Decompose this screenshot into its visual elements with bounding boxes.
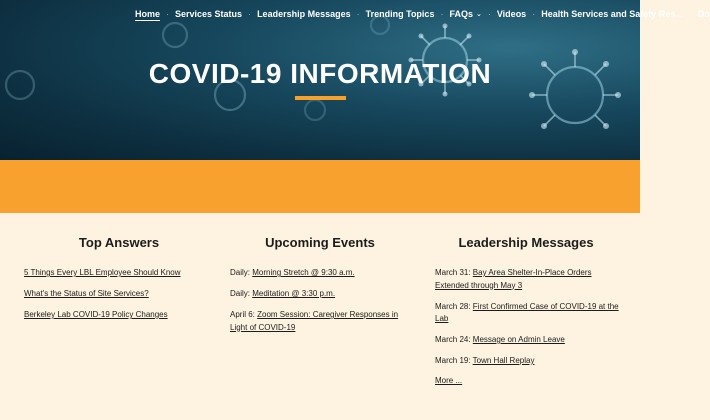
page-title: COVID-19 INFORMATION [148,58,492,89]
nav-item-faqs[interactable] [449,9,481,19]
nav-separator: · [440,9,444,19]
nav-separator: · [166,9,170,19]
nav-separator: · [248,9,252,19]
message-link[interactable]: Message on Admin Leave [472,335,565,344]
chevron-down-icon: ⌄ [475,11,482,18]
content-section [0,213,640,420]
nav-item-leadership-messages[interactable] [257,9,351,19]
title-accent-bar [295,96,346,100]
top-answer-link[interactable]: Berkeley Lab COVID-19 Policy Changes [24,310,168,319]
event-date: Daily: [230,289,253,298]
message-link[interactable]: First Confirmed Case of COVID-19 at the Lab [435,301,619,323]
nav-item-health-services[interactable] [541,9,683,19]
main-navigation [135,9,710,19]
upcoming-events-list [230,267,405,343]
nav-item-services-status[interactable] [175,9,242,19]
message-date: March 24: [435,335,473,344]
list-item [230,267,405,280]
event-link[interactable]: Meditation @ 3:30 p.m. [252,289,336,298]
top-answer-link[interactable]: What's the Status of Site Services? [24,289,149,298]
list-item [435,301,620,326]
message-link[interactable]: Town Hall Replay [472,356,535,365]
nav-label: Videos [496,9,527,19]
nav-item-trending-topics[interactable] [366,9,435,19]
nav-separator: · [487,9,491,19]
leadership-messages-list [435,267,620,376]
list-item [24,309,214,322]
message-date: March 28: [435,301,473,311]
event-date: Daily: [230,268,253,277]
list-item [230,309,405,334]
list-item [435,334,620,347]
nav-label: Health Services and Safety Res... [541,9,683,19]
nav-separator: · [532,9,536,19]
message-link[interactable]: Bay Area Shelter-In-Place Orders Extended through May 3 [435,268,592,290]
nav-label: Trending Topics [365,9,435,19]
nav-separator: · [688,9,692,19]
nav-item-truncated[interactable] [698,9,710,19]
top-answer-link[interactable]: 5 Things Every LBL Employee Should Know [24,268,181,277]
top-answers-heading: Top Answers [78,235,160,250]
list-item [230,288,405,301]
nav-label: Do [697,9,710,19]
message-date: March 31: [435,268,473,277]
leadership-messages-heading: Leadership Messages [458,235,594,250]
nav-label: Services Status [175,9,243,19]
top-answers-list [24,267,214,330]
list-item [435,267,620,292]
list-item [435,355,620,368]
message-date: March 19: [435,356,473,365]
hero-banner [0,0,710,160]
event-link[interactable]: Morning Stretch @ 9:30 a.m. [252,268,355,277]
event-date: April 6: [230,310,258,319]
nav-label: Home [135,9,161,19]
list-item [24,288,214,301]
nav-label: FAQs [449,9,473,19]
event-link[interactable]: Zoom Session: Caregiver Responses in Light of COVID-19 [230,310,399,332]
upcoming-events-heading: Upcoming Events [265,235,375,250]
nav-item-videos[interactable] [497,9,526,19]
nav-item-home[interactable] [135,9,160,19]
nav-separator: · [356,9,360,19]
nav-label: Leadership Messages [257,9,351,19]
more-link[interactable]: More ... [435,376,463,385]
list-item [24,267,214,280]
orange-band [0,160,640,213]
